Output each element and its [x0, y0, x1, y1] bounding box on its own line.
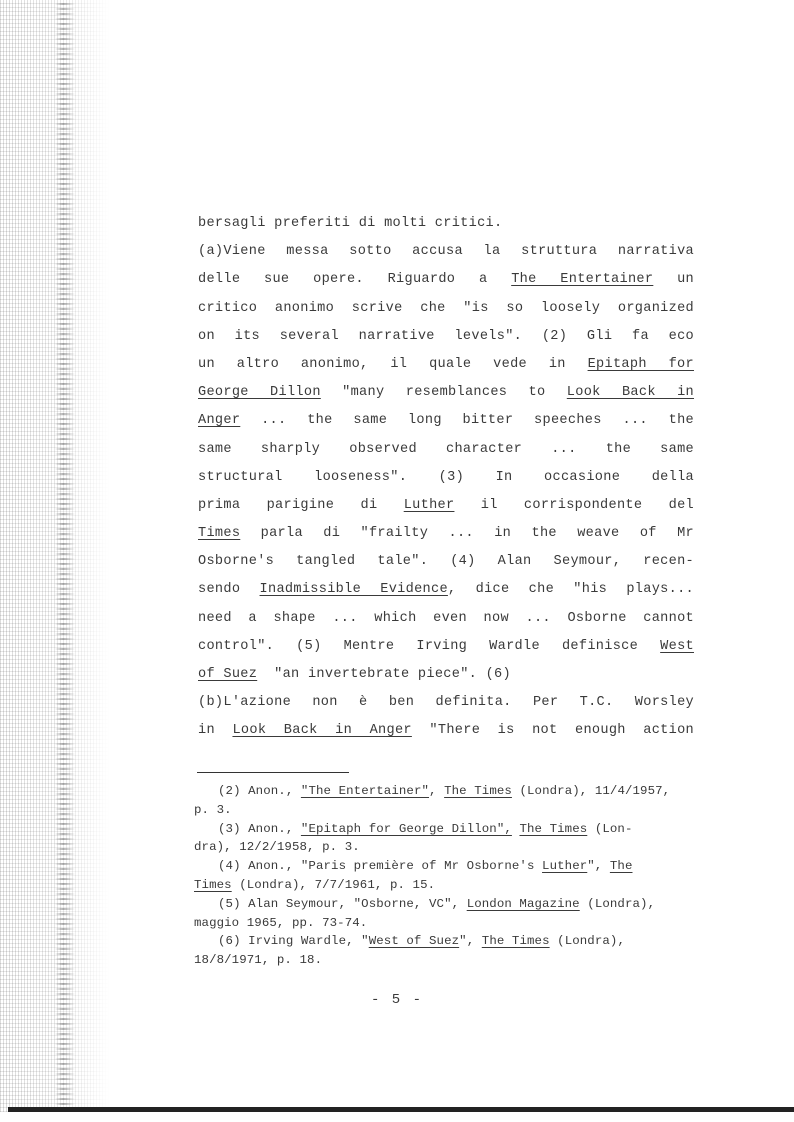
- body-text: [198, 210, 694, 746]
- scan-edge-shadow: [55, 0, 75, 1110]
- text-run: prima parigine di: [198, 497, 378, 513]
- title-underlined: Look Back in: [566, 385, 695, 401]
- text-line: [198, 351, 694, 379]
- text-run: need a shape ... which even now ... Osborne cannot: [198, 610, 694, 626]
- text-line: [198, 661, 694, 689]
- text-run: critico anonimo scrive che "is so loosely organized: [198, 300, 694, 316]
- title-underlined: The Entertainer: [511, 272, 654, 288]
- text-run: bersagli preferiti di molti critici.: [198, 216, 503, 231]
- footnote-5: [194, 895, 714, 914]
- text-run: (5) Alan Seymour, "Osborne, VC",: [218, 896, 460, 911]
- title-underlined: "Epitaph for George Dillon",: [300, 821, 512, 836]
- text-run: parla di "frailty ... in the weave of Mr: [260, 526, 694, 542]
- text-run: "many resemblances to: [342, 385, 546, 401]
- footnote-2-cont: [194, 801, 714, 820]
- text-run: (Lon-: [594, 821, 633, 836]
- title-underlined: The Times: [444, 784, 512, 798]
- text-line: [198, 436, 694, 464]
- title-underlined: Times: [194, 877, 232, 892]
- text-run: il corrispondente del: [480, 497, 694, 513]
- text-line: [198, 633, 694, 661]
- text-run: (3) Anon.,: [218, 821, 294, 836]
- text-line: [198, 407, 694, 435]
- title-underlined: Epitaph for: [587, 356, 694, 372]
- text-run: "There is not enough action: [429, 723, 694, 739]
- text-line: [198, 689, 694, 717]
- text-run: dra), 12/2/1958, p. 3.: [194, 840, 360, 855]
- title-underlined: Look Back in Anger: [232, 723, 412, 739]
- footnote-5-cont: [194, 914, 714, 933]
- scan-bottom-edge: [8, 1107, 794, 1112]
- title-underlined: The Times: [481, 934, 550, 949]
- title-underlined: "The Entertainer": [300, 784, 430, 798]
- title-underlined: Luther: [403, 497, 455, 513]
- text-line: [198, 464, 694, 492]
- title-underlined: of Suez: [198, 667, 258, 682]
- text-run: maggio 1965, pp. 73-74.: [194, 915, 368, 930]
- footnote-4-cont: [194, 876, 714, 895]
- text-run: (6) Irving Wardle, ": [218, 934, 369, 949]
- text-line: [198, 492, 694, 520]
- text-run: (Londra),: [557, 934, 625, 949]
- text-run: same sharply observed character ... the same: [198, 441, 694, 457]
- text-line: [198, 210, 694, 238]
- text-run: control". (5) Mentre Irving Wardle definisce: [198, 638, 639, 654]
- title-underlined: Inadmissible Evidence: [259, 582, 448, 598]
- text-run: ... the same long bitter speeches ... the: [261, 413, 694, 429]
- text-line: [198, 548, 694, 576]
- text-line: [198, 266, 694, 294]
- text-run: in: [198, 723, 215, 739]
- text-line: [198, 576, 694, 604]
- text-run: un altro anonimo, il quale vede in: [198, 356, 566, 372]
- text-line: [198, 238, 694, 266]
- footnote-6: [194, 932, 714, 951]
- text-run: ",: [459, 934, 475, 949]
- title-underlined: Times: [198, 526, 241, 542]
- title-underlined: George Dillon: [198, 385, 321, 401]
- text-run: (Londra), 11/4/1957,: [519, 784, 671, 798]
- text-run: (Londra),: [587, 896, 656, 911]
- title-underlined: London Magazine: [466, 896, 580, 911]
- text-run: ",: [587, 859, 603, 874]
- footnote-3-cont: [194, 838, 714, 857]
- text-run: sendo: [198, 582, 241, 598]
- text-run: Osborne's tangled tale". (4) Alan Seymour, recen-: [198, 554, 694, 570]
- text-run: "an invertebrate piece". (6): [274, 667, 511, 682]
- footnotes: [194, 782, 714, 970]
- title-underlined: West of Suez: [368, 934, 460, 949]
- text-line: [198, 520, 694, 548]
- footnote-6-cont: [194, 951, 714, 970]
- text-run: ,: [429, 784, 437, 798]
- footnote-divider: [197, 772, 349, 773]
- text-line: [198, 379, 694, 407]
- text-line: [198, 295, 694, 323]
- text-run: , dice che "his plays...: [447, 582, 694, 598]
- text-run: (a)Viene messa sotto accusa la struttura narrativa: [198, 244, 694, 260]
- text-run: structural looseness". (3) In occasione della: [198, 469, 694, 485]
- footnote-2: [194, 782, 714, 801]
- text-run: delle sue opere. Riguardo a: [198, 272, 488, 288]
- text-run: on its several narrative levels". (2) Gli fa eco: [198, 328, 694, 344]
- text-run: (2) Anon.,: [218, 784, 294, 798]
- title-underlined: The Times: [519, 821, 588, 836]
- title-underlined: Anger: [198, 413, 241, 429]
- text-run: p. 3.: [194, 802, 232, 817]
- page-number: - 5 -: [370, 992, 423, 1008]
- footnote-4: [194, 857, 714, 876]
- text-run: 18/8/1971, p. 18.: [194, 953, 323, 968]
- title-underlined: West: [660, 638, 694, 654]
- title-underlined: The: [609, 859, 633, 874]
- title-underlined: Luther: [542, 859, 588, 874]
- text-run: (b)L'azione non è ben definita. Per T.C. Worsley: [198, 695, 694, 711]
- text-line: [198, 717, 694, 745]
- text-run: un: [677, 272, 694, 288]
- text-line: [198, 323, 694, 351]
- text-line: [198, 605, 694, 633]
- text-run: (Londra), 7/7/1961, p. 15.: [239, 877, 436, 892]
- footnote-3: [194, 820, 714, 839]
- text-run: (4) Anon., "Paris première of Mr Osborne's: [218, 859, 535, 874]
